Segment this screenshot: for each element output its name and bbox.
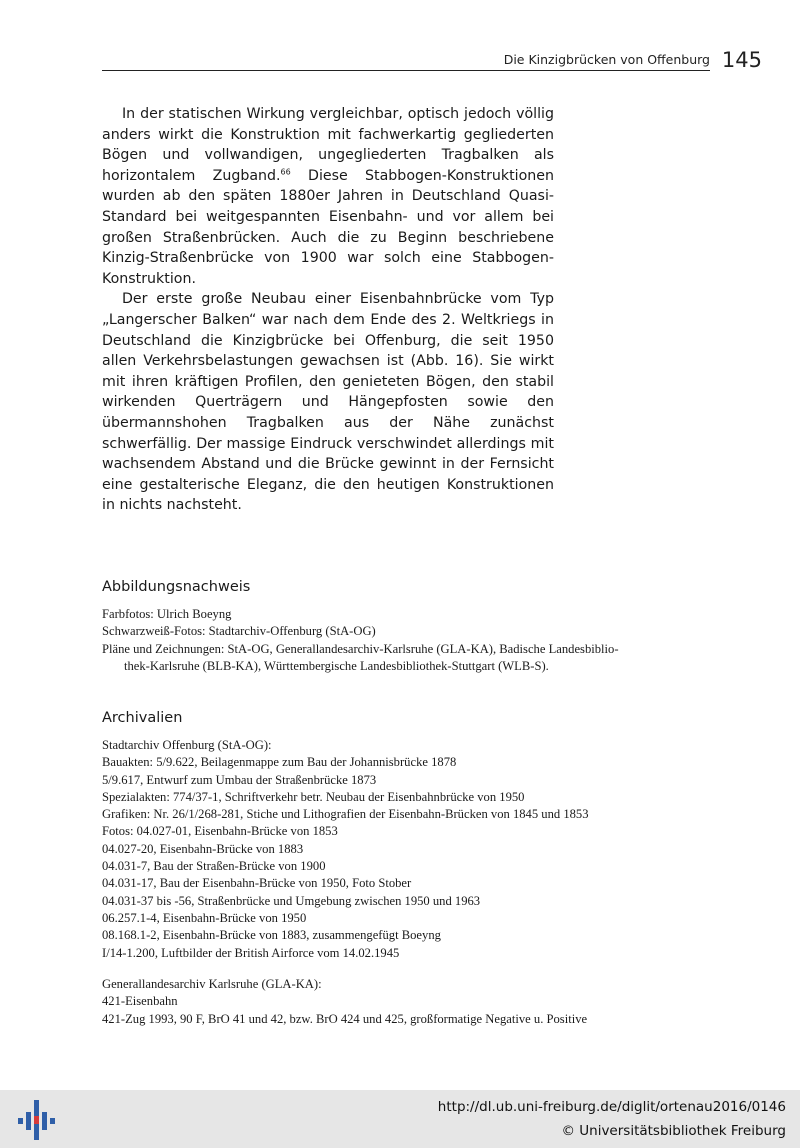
credit-line: Pläne und Zeichnungen: StA-OG, Generallandesarchiv-Karlsruhe (GLA-KA), Badische Landesbiblio- bbox=[102, 641, 619, 656]
abbildungsnachweis-heading: Abbildungsnachweis bbox=[102, 579, 251, 595]
credit-line-continued: thek-Karlsruhe (BLB-KA), Württembergische Landesbibliothek-Stuttgart (WLB-S). bbox=[124, 658, 549, 673]
library-logo-icon[interactable] bbox=[14, 1098, 56, 1140]
header-rule bbox=[102, 70, 710, 71]
archive-entry: 04.031-17, Bau der Eisenbahn-Brücke von 1950, Foto Stober bbox=[102, 876, 412, 891]
archive-entry: 06.257.1-4, Eisenbahn-Brücke von 1950 bbox=[102, 910, 307, 925]
archive-entry: 421-Zug 1993, 90 F, BrO 41 und 42, bzw. BrO 424 und 425, großformatige Negative u. Positive bbox=[102, 1011, 588, 1026]
source-url-link[interactable]: http://dl.ub.uni-freiburg.de/diglit/ortenau2016/0146 bbox=[437, 1099, 786, 1115]
archive-entry: 5/9.617, Entwurf zum Umbau der Straßenbrücke 1873 bbox=[102, 772, 377, 787]
footnote-marker[interactable]: 66 bbox=[280, 167, 291, 177]
credit-line: Farbfotos: Ulrich Boeyng bbox=[102, 607, 232, 621]
running-head bbox=[102, 48, 762, 74]
copyright-notice: © Universitätsbibliothek Freiburg bbox=[561, 1123, 786, 1139]
archive-entry: Fotos: 04.027-01, Eisenbahn-Brücke von 1853 bbox=[102, 824, 338, 839]
body-text bbox=[102, 104, 554, 516]
archive-entry: 04.027-20, Eisenbahn-Brücke von 1883 bbox=[102, 841, 304, 856]
archive-entry: 04.031-37 bis -56, Straßenbrücke und Umgebung zwischen 1950 und 1963 bbox=[102, 893, 481, 908]
paragraph-1-text: In der statischen Wirkung vergleichbar, optisch jedoch völlig anders wirkt die Konstruktion mit fachwerkartig gegliederten Bögen und vollwandigen, ungegliederten Tragbalken als horizontalem Zugband. bbox=[102, 106, 554, 184]
archive-entry: 08.168.1-2, Eisenbahn-Brücke von 1883, zusammengefügt Boeyng bbox=[102, 928, 441, 943]
footer-bar bbox=[0, 1090, 800, 1148]
paragraph-1-text-continued: Diese Stabbogen-Konstruktionen wurden ab den späten 1880er Jahren in Deutschland Quasi-Standard bei weitgespannten Eisenbahn- und vor allem bei großen Straßenbrücken. Auch die zu Beginn beschriebene Kinzig-Straßenbrücke von 1900 war solch eine Stabbogen-Konstruktion. bbox=[102, 167, 555, 287]
archive-entry: 04.031-7, Bau der Straßen-Brücke von 1900 bbox=[102, 859, 326, 874]
archive-entry: Stadtarchiv Offenburg (StA-OG): bbox=[102, 738, 272, 752]
archive-entry: 421-Eisenbahn bbox=[102, 994, 178, 1009]
abbildungsnachweis-list bbox=[102, 606, 712, 675]
archivalien-heading: Archivalien bbox=[102, 710, 183, 726]
archive-entry: Grafiken: Nr. 26/1/268-281, Stiche und Lithografien der Eisenbahn-Brücken von 1845 und 1853 bbox=[102, 807, 589, 822]
body-paragraph-1 bbox=[102, 104, 554, 289]
archive-entry: Generallandesarchiv Karlsruhe (GLA-KA): bbox=[102, 977, 322, 991]
archive-entry: I/14-1.200, Luftbilder der British Airforce vom 14.02.1945 bbox=[102, 945, 400, 960]
running-head-title: Die Kinzigbrücken von Offenburg bbox=[503, 52, 710, 67]
body-paragraph-2: Der erste große Neubau einer Eisenbahnbrücke vom Typ „Langerscher Balken“ war nach dem Ende des 2. Weltkriegs in Deutschland die Kinzigbrücke bei Offenburg, die seit 1950 allen Verkehrsbelastungen gewachsen ist (Abb. 16). Sie wirkt mit ihren kräftigen Profilen, den genieteten Bögen, den stabil wirkenden Querträgern und Hängepfosten sowie den übermannshohen Tragbalken aus der Nähe zunächst schwerfällig. Der massige Eindruck verschwindet allerdings mit wachsendem Abstand und die Brücke gewinnt in der Fernsicht eine gestalterische Eleganz, die den heutigen Konstruktionen in nichts nachsteht. bbox=[102, 291, 554, 514]
archive-entry: Spezialakten: 774/37-1, Schriftverkehr betr. Neubau der Eisenbahnbrücke von 1950 bbox=[102, 789, 525, 804]
page-number: 145 bbox=[721, 48, 762, 72]
generallandesarchiv-list bbox=[102, 976, 712, 1028]
credit-line: Schwarzweiß-Fotos: Stadtarchiv-Offenburg (StA-OG) bbox=[102, 624, 376, 639]
archive-entry: Bauakten: 5/9.622, Beilagenmappe zum Bau der Johannisbrücke 1878 bbox=[102, 755, 457, 770]
stadtarchiv-list bbox=[102, 737, 712, 962]
